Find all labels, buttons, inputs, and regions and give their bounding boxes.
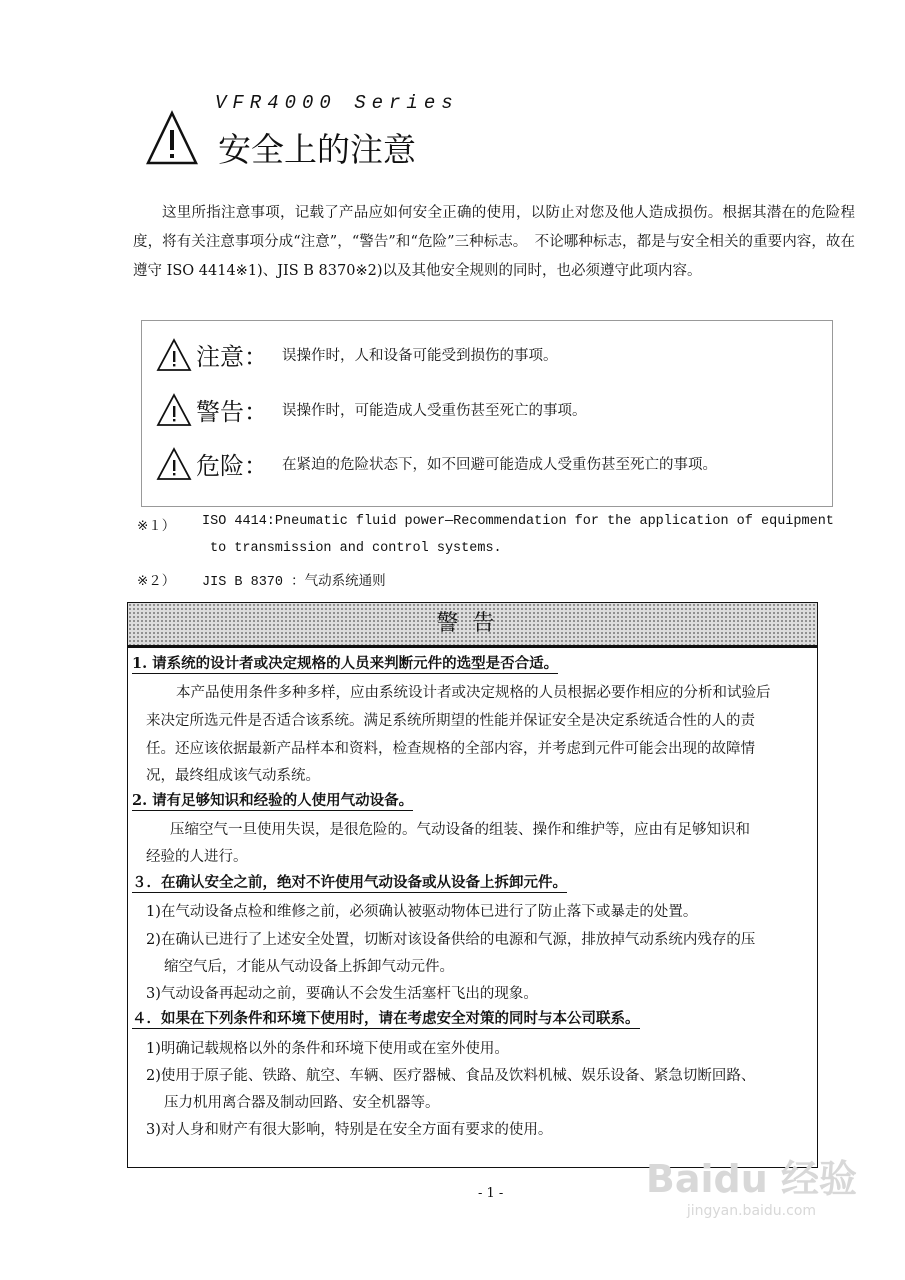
warning-text: 3)对人身和财产有很大影响，特别是在安全方面有要求的使用。 [146, 1122, 553, 1138]
series-title: VFR4000 Series [215, 92, 459, 114]
warning-text: 3)气动设备再起动之前，要确认不会发生活塞杆飞出的现象。 [146, 986, 538, 1002]
signal-danger [156, 446, 717, 481]
watermark-url: jingyan.baidu.com [686, 1203, 817, 1219]
footnote-2-mark: ※２） [137, 575, 176, 590]
warning-text: 况，最终组成该气动系统。 [146, 768, 320, 784]
signal-text: 误操作时，可能造成人受重伤甚至死亡的事项。 [282, 403, 587, 419]
page-title: 安全上的注意 [218, 130, 416, 169]
warning-table-header: 警告 [128, 603, 817, 648]
warning-heading: ４．如果在下列条件和环境下使用时，请在考虑安全对策的同时与本公司联系。 [132, 1010, 640, 1027]
warning-table [127, 602, 818, 1168]
signal-text: 误操作时，人和设备可能受到损伤的事项。 [282, 348, 558, 364]
footnote-1-text: ISO 4414:Pneumatic fluid power—Recommendation for the application of equipment [202, 514, 834, 529]
warning-text: 来决定所选元件是否适合该系统。满足系统所期望的性能并保证安全是决定系统适合性的人的责 [146, 713, 755, 729]
warning-triangle-icon [156, 338, 192, 372]
watermark-brand: Baidu 经验 [645, 1157, 857, 1201]
warning-triangle-icon [156, 447, 192, 481]
signal-warning [156, 392, 587, 427]
signal-label: 警告： [196, 398, 268, 426]
warning-heading: 2. 请有足够知识和经验的人使用气动设备。 [132, 792, 414, 809]
warning-text: 本产品使用条件多种多样，应由系统设计者或决定规格的人员根据必要作相应的分析和试验后 [176, 685, 771, 701]
warning-text: 任。还应该依据最新产品样本和资料，检查规格的全部内容，并考虑到元件可能会出现的故障情 [146, 741, 755, 757]
baidu-watermark [646, 1148, 857, 1219]
footnote-1-mark: ※１） [137, 520, 176, 535]
signal-label: 危险： [196, 452, 268, 480]
page-number: - 1 - [478, 1186, 504, 1201]
warning-text: 缩空气后，才能从气动设备上拆卸气动元件。 [164, 959, 454, 975]
signal-caution [156, 337, 558, 372]
warning-heading: ３．在确认安全之前，绝对不许使用气动设备或从设备上拆卸元件。 [132, 874, 567, 891]
signal-text: 在紧迫的危险状态下，如不回避可能造成人受重伤甚至死亡的事项。 [282, 457, 717, 473]
warning-text: 压力机用离合器及制动回路、安全机器等。 [164, 1095, 440, 1111]
warning-text: 1)在气动设备点检和维修之前，必须确认被驱动物体已进行了防止落下或暴走的处置。 [146, 904, 698, 920]
footnote-2-text: JIS B 8370 ：气动系统通则 [202, 575, 386, 590]
warning-text: 2)在确认已进行了上述安全处置，切断对该设备供给的电源和气源，排放掉气动系统内残存的压 [146, 932, 756, 948]
intro-paragraph: 这里所指注意事项，记载了产品应如何安全正确的使用，以防止对您及他人造成损伤。根据其潜在的危险程度，将有关注意事项分成“注意”，“警告”和“危险”三种标志。 不论哪种标志，都是与安全相关的重要内容，故在遵守 ISO 4414※1)、JIS B 8370※2)以及其他安全规则的同时，也必须遵守此项内容。 [133, 205, 855, 279]
signal-label: 注意： [196, 343, 268, 371]
warning-text: 2)使用于原子能、铁路、航空、车辆、医疗器械、食品及饮料机械、娱乐设备、紧急切断回路、 [146, 1068, 756, 1084]
footnote-1-text-cont: to transmission and control systems. [210, 541, 502, 556]
warning-text: 经验的人进行。 [146, 849, 248, 865]
signal-word-box [141, 320, 833, 507]
warning-triangle-icon [156, 393, 192, 427]
warning-triangle-icon [146, 110, 198, 166]
warning-text: 1)明确记载规格以外的条件和环境下使用或在室外使用。 [146, 1041, 509, 1057]
warning-heading: 1. 请系统的设计者或决定规格的人员来判断元件的选型是否合适。 [132, 655, 559, 672]
warning-text: 压缩空气一旦使用失误，是很危险的。气动设备的组装、操作和维护等，应由有足够知识和 [170, 822, 750, 838]
